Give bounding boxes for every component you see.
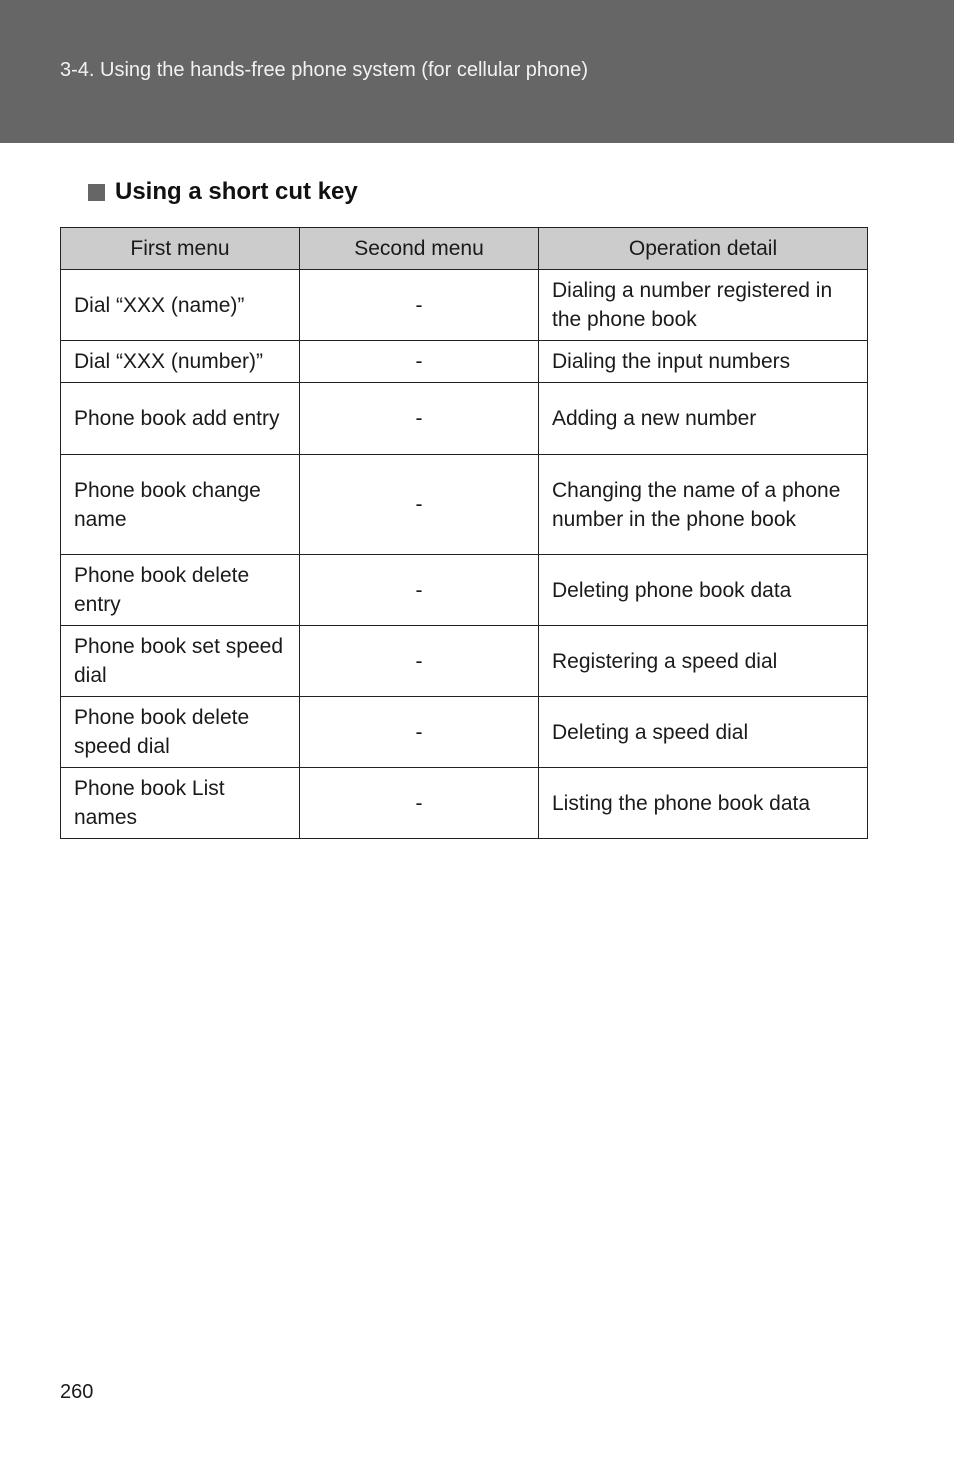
cell-first-menu: Phone book set speed dial bbox=[61, 626, 300, 697]
section-heading bbox=[88, 177, 358, 207]
cell-first-menu: Dial “XXX (name)” bbox=[61, 270, 300, 341]
page-number: 260 bbox=[60, 1381, 94, 1403]
section-title: 3-4. Using the hands-free phone system (for cellular phone) bbox=[60, 59, 589, 81]
cell-first-menu: Dial “XXX (number)” bbox=[61, 341, 300, 383]
shortcut-table bbox=[60, 227, 868, 839]
header-band bbox=[0, 0, 954, 143]
cell-second-menu: - bbox=[300, 341, 539, 383]
cell-first-menu: Phone book delete speed dial bbox=[61, 697, 300, 768]
cell-operation-detail: Changing the name of a phone number in the phone book bbox=[539, 455, 868, 555]
cell-first-menu: Phone book List names bbox=[61, 768, 300, 839]
cell-operation-detail: Dialing the input numbers bbox=[539, 341, 868, 383]
heading-text: Using a short cut key bbox=[115, 178, 358, 205]
cell-second-menu: - bbox=[300, 383, 539, 455]
cell-operation-detail: Registering a speed dial bbox=[539, 626, 868, 697]
cell-operation-detail: Deleting phone book data bbox=[539, 555, 868, 626]
cell-second-menu: - bbox=[300, 626, 539, 697]
table-row bbox=[61, 697, 868, 768]
cell-first-menu: Phone book add entry bbox=[61, 383, 300, 455]
cell-operation-detail: Listing the phone book data bbox=[539, 768, 868, 839]
table-row bbox=[61, 626, 868, 697]
table-row bbox=[61, 383, 868, 455]
cell-first-menu: Phone book delete entry bbox=[61, 555, 300, 626]
square-bullet-icon bbox=[88, 184, 105, 201]
cell-second-menu: - bbox=[300, 697, 539, 768]
cell-operation-detail: Deleting a speed dial bbox=[539, 697, 868, 768]
cell-second-menu: - bbox=[300, 768, 539, 839]
column-header-first-menu: First menu bbox=[61, 228, 300, 270]
cell-operation-detail: Adding a new number bbox=[539, 383, 868, 455]
table-header-row bbox=[61, 228, 868, 270]
column-header-operation-detail: Operation detail bbox=[539, 228, 868, 270]
table-row bbox=[61, 341, 868, 383]
cell-operation-detail: Dialing a number registered in the phone book bbox=[539, 270, 868, 341]
cell-first-menu: Phone book change name bbox=[61, 455, 300, 555]
cell-second-menu: - bbox=[300, 455, 539, 555]
cell-second-menu: - bbox=[300, 270, 539, 341]
cell-second-menu: - bbox=[300, 555, 539, 626]
table-row bbox=[61, 555, 868, 626]
table-row bbox=[61, 270, 868, 341]
column-header-second-menu: Second menu bbox=[300, 228, 539, 270]
table-row bbox=[61, 768, 868, 839]
table-row bbox=[61, 455, 868, 555]
